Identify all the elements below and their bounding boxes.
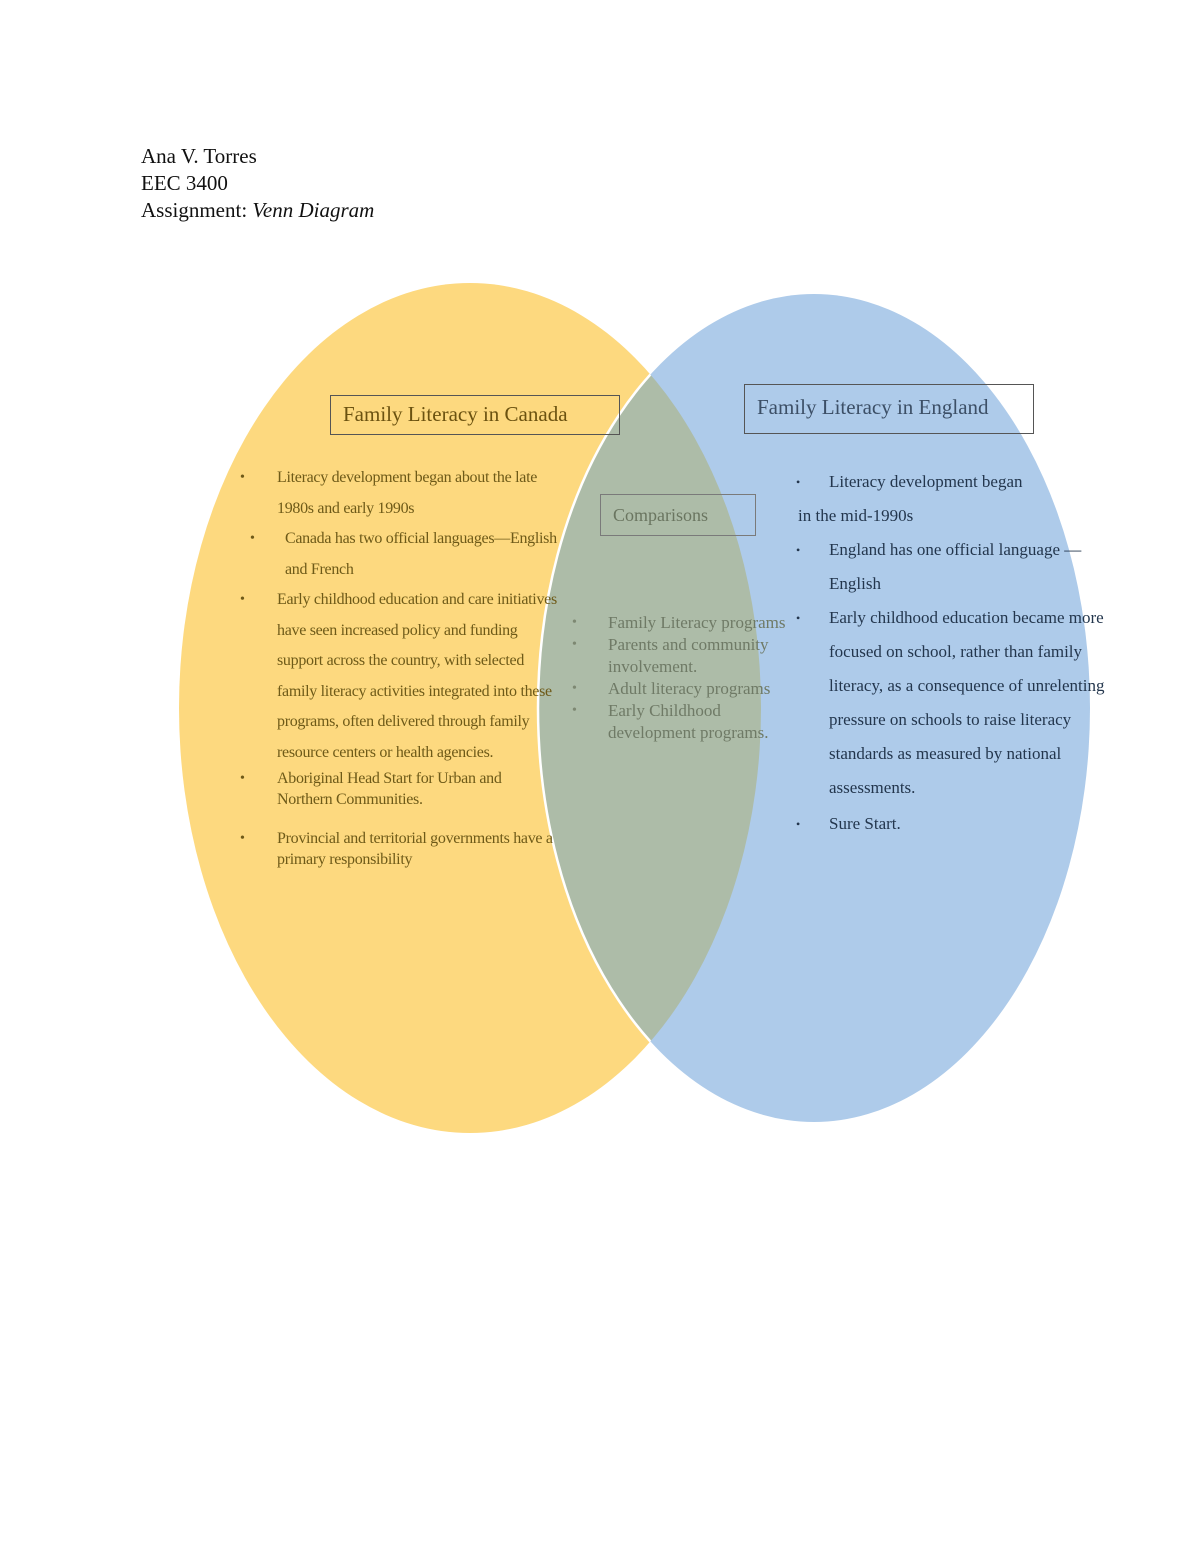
bullet-icon: • [240,771,245,786]
comparisons-title-box: Comparisons [600,494,756,536]
list-item: • Early childhood education became more focused on school, rather than family literacy, as a consequence of unrelenting pressure on schools to raise literacy standards as measured by national assessments. [796,601,1116,805]
assignment-title: Venn Diagram [252,198,375,222]
assignment-label: Assignment: [141,198,253,222]
list-item: • Literacy development began about the late 1980s and early 1990s [240,463,560,524]
comparisons-list [572,612,802,744]
list-item: • Canada has two official languages—English and French [240,524,560,585]
list-item: • Literacy development began in the mid-1990s [796,465,1116,533]
list-item: • Adult literacy programs [572,679,771,698]
author-name: Ana V. Torres [141,144,257,168]
list-item: • Aboriginal Head Start for Urban and Northern Communities. [240,770,502,808]
bullet-icon: • [572,637,577,652]
bullet-icon: • [796,817,801,831]
bullet-icon: • [240,831,245,846]
bullet-icon: • [572,681,577,696]
bullet-icon: • [796,611,801,625]
list-item: • Parents and community involvement. [572,635,769,676]
list-item: • Early childhood education and care initiatives have seen increased policy and funding support across the country, with selected family literacy activities integrated into these programs, often delivered through family resource centers or health agencies. [240,585,560,768]
bullet-icon: • [240,470,245,485]
list-item: • Early Childhood development programs. [572,701,769,742]
list-item: • Family Literacy programs [572,613,786,632]
list-item: • Provincial and territorial governments have a primary responsibility [240,830,553,868]
bullet-icon: • [572,615,577,630]
bullet-icon: • [796,475,801,489]
bullet-icon: • [250,531,255,546]
bullet-icon: • [572,703,577,718]
england-list [796,465,1116,841]
canada-title-box: Family Literacy in Canada [330,395,620,435]
bullet-icon: • [240,592,245,607]
england-title-box: Family Literacy in England [744,384,1034,434]
canada-list [240,463,560,870]
list-item: • Sure Start. [796,807,1116,841]
bullet-icon: • [796,543,801,557]
course-code: EEC 3400 [141,171,228,195]
list-item: • England has one official language —English [796,533,1116,601]
